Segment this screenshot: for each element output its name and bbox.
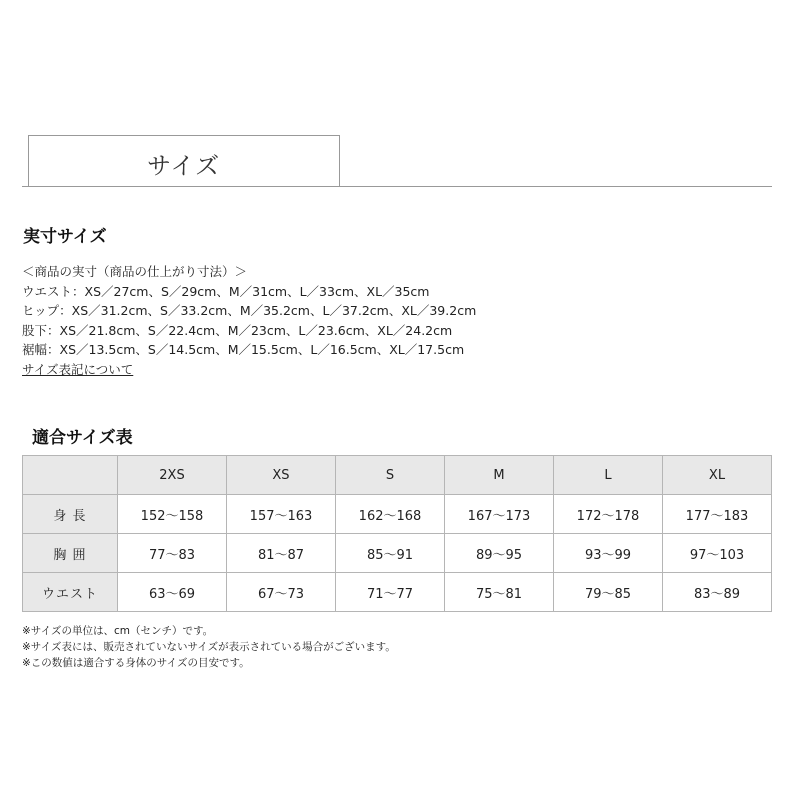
table-cell: 89〜95 xyxy=(445,534,554,573)
fit-size-table xyxy=(22,455,772,612)
table-cell: 162〜168 xyxy=(336,495,445,534)
fit-size-heading: 適合サイズ表 xyxy=(32,428,133,448)
table-cell: 75〜81 xyxy=(445,573,554,612)
note-line: ※この数値は適合する身体のサイズの目安です。 xyxy=(22,657,250,669)
table-row xyxy=(23,534,772,573)
table-row xyxy=(23,495,772,534)
col-header-s: S xyxy=(336,456,445,495)
row-header-waist: ウエスト xyxy=(23,573,118,612)
size-notation-link[interactable]: サイズ表記について xyxy=(22,361,134,377)
table-cell: 157〜163 xyxy=(227,495,336,534)
table-cell: 77〜83 xyxy=(118,534,227,573)
table-cell: 79〜85 xyxy=(554,573,663,612)
note-line: ※サイズの単位は、cm（センチ）です。 xyxy=(22,625,214,637)
actual-size-heading: 実寸サイズ xyxy=(23,227,107,247)
size-tab-label: サイズ xyxy=(147,152,221,180)
col-header-xs: XS xyxy=(227,456,336,495)
col-header-xl: XL xyxy=(663,456,772,495)
spec-line-hip: ヒップ：XS／31.2cm、S／33.2cm、M／35.2cm、L／37.2cm、XL／39.2cm xyxy=(22,303,477,318)
size-notes xyxy=(22,623,396,671)
row-header-chest: 胸 囲 xyxy=(23,534,118,573)
col-header-2xs: 2XS xyxy=(118,456,227,495)
table-cell: 63〜69 xyxy=(118,573,227,612)
table-cell: 172〜178 xyxy=(554,495,663,534)
table-cell: 177〜183 xyxy=(663,495,772,534)
table-cell: 67〜73 xyxy=(227,573,336,612)
table-row xyxy=(23,573,772,612)
table-cell: 152〜158 xyxy=(118,495,227,534)
col-header-l: L xyxy=(554,456,663,495)
table-header-row xyxy=(23,456,772,495)
table-corner-cell xyxy=(23,456,118,495)
table-cell: 81〜87 xyxy=(227,534,336,573)
table-cell: 93〜99 xyxy=(554,534,663,573)
size-tab[interactable] xyxy=(28,135,340,187)
row-header-height: 身 長 xyxy=(23,495,118,534)
col-header-m: M xyxy=(445,456,554,495)
actual-size-specs xyxy=(22,262,476,379)
table-cell: 85〜91 xyxy=(336,534,445,573)
table-cell: 71〜77 xyxy=(336,573,445,612)
spec-line-inseam: 股下：XS／21.8cm、S／22.4cm、M／23cm、L／23.6cm、XL／24.2cm xyxy=(22,322,453,338)
note-line: ※サイズ表には、販売されていないサイズが表示されている場合がございます。 xyxy=(22,641,396,653)
spec-line-hem: 裾幅：XS／13.5cm、S／14.5cm、M／15.5cm、L／16.5cm、XL／17.5cm xyxy=(22,342,465,357)
table-cell: 83〜89 xyxy=(663,573,772,612)
spec-line-waist: ウエスト：XS／27cm、S／29cm、M／31cm、L／33cm、XL／35cm xyxy=(22,283,430,299)
spec-line-intro: ＜商品の実寸（商品の仕上がり寸法）＞ xyxy=(22,264,248,279)
table-cell: 97〜103 xyxy=(663,534,772,573)
tab-divider xyxy=(22,186,772,187)
table-cell: 167〜173 xyxy=(445,495,554,534)
